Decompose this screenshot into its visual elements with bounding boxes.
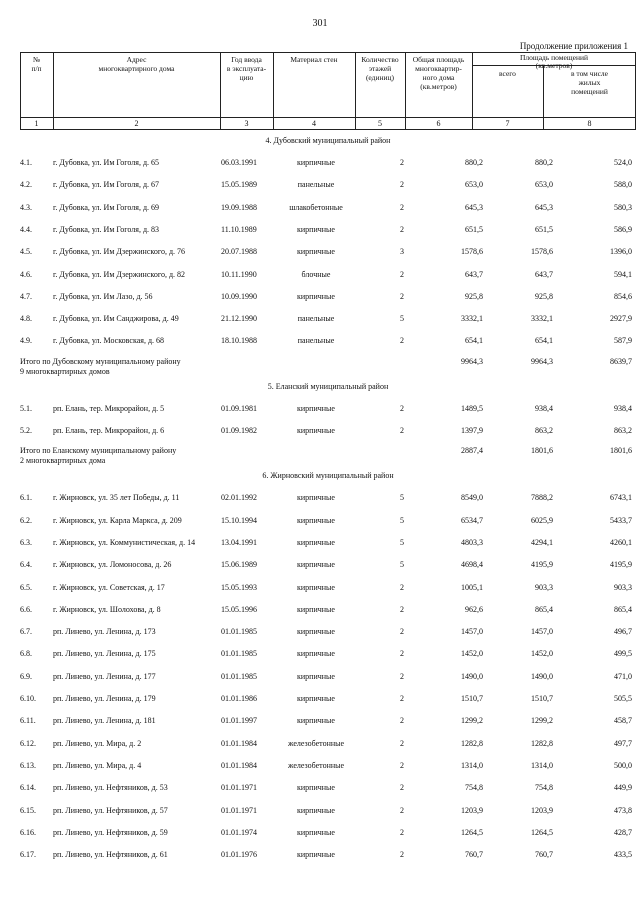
header-area: Общая площадь многоквартир- ного дома (кв.метров) — [412, 55, 465, 91]
row-wall-material: кирпичные — [297, 582, 335, 592]
row-number: 6.15. — [20, 805, 36, 815]
table-row — [20, 270, 636, 282]
row-premises-area: 1490,0 — [531, 671, 553, 681]
row-floors: 2 — [400, 582, 404, 592]
row-floors: 2 — [400, 627, 404, 637]
row-floors: 2 — [400, 671, 404, 681]
header-address: Адрес многоквартирного дома — [98, 55, 175, 73]
row-premises-area: 653,0 — [535, 180, 553, 190]
row-premises-area: 1457,0 — [531, 627, 553, 637]
row-wall-material: кирпичные — [297, 224, 335, 234]
row-address: г. Жирновск, ул. 35 лет Победы, д. 11 — [53, 493, 180, 503]
row-number: 6.2. — [20, 515, 32, 525]
row-total-area: 1005,1 — [461, 582, 483, 592]
row-premises-area: 863,2 — [535, 426, 553, 435]
row-address: г. Дубовка, ул. Им Гоголя, д. 67 — [53, 180, 160, 190]
row-number: 6.13. — [20, 760, 36, 770]
row-year: 01.01.1985 — [221, 627, 257, 637]
total-value: 2887,4 — [461, 446, 483, 456]
row-total-area: 643,7 — [465, 269, 483, 279]
row-number: 6.7. — [20, 627, 32, 637]
row-number: 4.6. — [20, 269, 32, 279]
row-wall-material: блочные — [301, 269, 331, 279]
row-wall-material: железобетонные — [287, 738, 345, 748]
table-row — [20, 672, 636, 684]
row-total-area: 1397,9 — [461, 426, 483, 435]
table-row — [20, 783, 636, 795]
header-floors: Количество этажей (единиц) — [361, 55, 399, 82]
row-wall-material: панельные — [297, 314, 335, 324]
row-total-area: 1314,0 — [461, 760, 483, 770]
row-wall-material: кирпичные — [297, 493, 335, 503]
row-year: 20.07.1988 — [221, 247, 257, 257]
row-address: рп. Елань, тер. Микрорайон, д. 5 — [53, 403, 165, 413]
total-value: 8639,7 — [610, 356, 632, 366]
row-address: г. Дубовка, ул. Им Гоголя, д. 69 — [53, 202, 160, 212]
row-number: 6.17. — [20, 850, 36, 860]
row-number: 6.1. — [20, 493, 32, 503]
row-number: 4.7. — [20, 291, 32, 301]
row-floors: 2 — [400, 403, 404, 413]
total-label — [20, 357, 181, 377]
section-title: 4. Дубовский муниципальный район — [265, 136, 391, 145]
row-wall-material: железобетонные — [287, 760, 345, 770]
row-year: 15.05.1993 — [221, 582, 257, 592]
row-address: г. Дубовка, ул. Им Лазо, д. 56 — [53, 291, 153, 301]
table-row — [20, 247, 636, 259]
row-year: 01.01.1986 — [221, 694, 257, 703]
row-number: 5.1. — [20, 403, 32, 413]
row-total-area: 3332,1 — [461, 314, 483, 324]
row-number: 4.9. — [20, 336, 32, 346]
row-premises-area: 1578,6 — [531, 247, 553, 257]
row-wall-material: кирпичные — [297, 716, 335, 726]
row-address: рп. Линево, ул. Ленина, д. 181 — [53, 716, 156, 726]
row-premises-area: 6025,9 — [531, 515, 553, 525]
row-address: г. Жирновск, ул. Ломоносова, д. 26 — [53, 560, 172, 570]
header-year: Год ввода в эксплуата- цию — [226, 55, 267, 82]
row-floors: 2 — [400, 827, 404, 837]
row-address: рп. Елань, тер. Микрорайон, д. 6 — [53, 426, 165, 435]
row-premises-area: 925,8 — [535, 291, 553, 301]
row-living-area: 500,0 — [614, 760, 632, 770]
row-address: рп. Линево, ул. Мира, д. 4 — [53, 760, 142, 770]
row-premises-area: 1203,9 — [531, 805, 553, 815]
section-total — [20, 446, 636, 468]
row-year: 01.01.1984 — [221, 738, 257, 748]
row-premises-area: 903,3 — [535, 582, 553, 592]
row-total-area: 1452,0 — [461, 649, 483, 659]
table-row — [20, 583, 636, 595]
row-year: 15.10.1994 — [221, 515, 257, 525]
row-year: 01.01.1974 — [221, 827, 257, 837]
row-address: рп. Линево, ул. Мира, д. 2 — [53, 738, 142, 748]
row-living-area: 863,2 — [614, 426, 632, 435]
row-number: 6.11. — [20, 716, 36, 726]
row-floors: 2 — [400, 426, 404, 435]
row-number: 5.2. — [20, 426, 32, 435]
row-premises-area: 651,5 — [535, 224, 553, 234]
row-wall-material: кирпичные — [297, 649, 335, 659]
table-row — [20, 828, 636, 840]
row-living-area: 854,6 — [614, 291, 632, 301]
row-wall-material: кирпичные — [297, 247, 335, 257]
row-total-area: 925,8 — [465, 291, 483, 301]
row-living-area: 4195,9 — [610, 560, 632, 570]
row-premises-area: 654,1 — [535, 336, 553, 346]
row-living-area: 1396,0 — [610, 247, 632, 257]
row-floors: 5 — [400, 493, 404, 503]
row-total-area: 1490,0 — [461, 671, 483, 681]
row-number: 4.2. — [20, 180, 32, 190]
row-living-area: 433,5 — [614, 850, 632, 860]
column-number: 3 — [244, 119, 249, 128]
table-row — [20, 292, 636, 304]
row-number: 4.1. — [20, 158, 32, 167]
row-living-area: 471,0 — [614, 671, 632, 681]
column-number: 7 — [505, 119, 510, 128]
row-premises-area: 1510,7 — [531, 694, 553, 703]
row-wall-material: кирпичные — [297, 694, 335, 703]
row-floors: 2 — [400, 291, 404, 301]
row-floors: 2 — [400, 180, 404, 190]
row-premises-area: 1282,8 — [531, 738, 553, 748]
row-premises-area: 938,4 — [535, 403, 553, 413]
table-row — [20, 180, 636, 192]
row-floors: 5 — [400, 515, 404, 525]
total-label-line: 2 многоквартирных дома — [20, 456, 106, 466]
row-year: 01.09.1981 — [221, 403, 257, 413]
row-premises-area: 1314,0 — [531, 760, 553, 770]
total-value: 9964,3 — [531, 356, 553, 366]
row-year: 15.05.1989 — [221, 180, 257, 190]
column-number: 2 — [134, 119, 139, 128]
row-address: рп. Линево, ул. Ленина, д. 173 — [53, 627, 156, 637]
header-living: в том числе жилых помещений — [570, 69, 608, 96]
row-wall-material: кирпичные — [297, 426, 335, 435]
row-wall-material: кирпичные — [297, 604, 335, 614]
table-body — [20, 132, 636, 902]
row-year: 01.01.1997 — [221, 716, 257, 726]
row-premises-area: 7888,2 — [531, 493, 553, 503]
row-year: 01.01.1976 — [221, 850, 257, 860]
table-row — [20, 605, 636, 617]
row-total-area: 962,6 — [465, 604, 483, 614]
row-living-area: 588,0 — [614, 180, 632, 190]
table-row — [20, 850, 636, 862]
row-total-area: 653,0 — [465, 180, 483, 190]
row-living-area: 458,7 — [614, 716, 632, 726]
row-total-area: 8549,0 — [461, 493, 483, 503]
row-wall-material: кирпичные — [297, 805, 335, 815]
table-row — [20, 627, 636, 639]
row-total-area: 1578,6 — [461, 247, 483, 257]
row-address: г. Жирновск, ул. Коммунистическая, д. 14 — [53, 537, 196, 547]
row-wall-material: кирпичные — [297, 158, 335, 167]
row-living-area: 496,7 — [614, 627, 632, 637]
table-row — [20, 404, 636, 416]
row-living-area: 587,9 — [614, 336, 632, 346]
row-address: г. Дубовка, ул. Им Санджирова, д. 49 — [53, 314, 179, 324]
row-year: 01.01.1985 — [221, 671, 257, 681]
row-address: рп. Линево, ул. Ленина, д. 175 — [53, 649, 156, 659]
table-row — [20, 560, 636, 572]
table-row — [20, 516, 636, 528]
row-year: 15.05.1996 — [221, 604, 257, 614]
row-year: 01.09.1982 — [221, 426, 257, 435]
row-total-area: 654,1 — [465, 336, 483, 346]
row-living-area: 6743,1 — [610, 493, 632, 503]
row-total-area: 1203,9 — [461, 805, 483, 815]
row-floors: 2 — [400, 202, 404, 212]
row-address: г. Жирновск, ул. Шолохова, д. 8 — [53, 604, 161, 614]
total-label-line: Итого по Еланскому муниципальному району — [20, 446, 177, 456]
row-total-area: 1457,0 — [461, 627, 483, 637]
table-row — [20, 225, 636, 237]
row-living-area: 497,7 — [614, 738, 632, 748]
row-year: 21.12.1990 — [221, 314, 257, 324]
row-number: 6.3. — [20, 537, 32, 547]
row-address: г. Дубовка, ул. Им Дзержинского, д. 82 — [53, 269, 186, 279]
row-total-area: 1282,8 — [461, 738, 483, 748]
row-wall-material: кирпичные — [297, 783, 335, 793]
row-total-area: 880,2 — [465, 158, 483, 167]
row-wall-material: панельные — [297, 336, 335, 346]
column-number: 5 — [378, 119, 382, 128]
row-wall-material: кирпичные — [297, 560, 335, 570]
row-year: 01.01.1985 — [221, 649, 257, 659]
row-address: г. Жирновск, ул. Советская, д. 17 — [53, 582, 165, 592]
row-number: 6.5. — [20, 582, 32, 592]
row-living-area: 903,3 — [614, 582, 632, 592]
column-number: 8 — [587, 119, 592, 128]
table-row — [20, 158, 636, 170]
row-number: 6.12. — [20, 738, 36, 748]
row-wall-material: кирпичные — [297, 403, 335, 413]
table-row — [20, 694, 636, 706]
row-living-area: 594,1 — [614, 269, 632, 279]
row-total-area: 4698,4 — [461, 560, 483, 570]
section-total — [20, 357, 636, 379]
header-premises-total: всего — [499, 69, 516, 78]
row-year: 02.01.1992 — [221, 493, 257, 503]
row-year: 01.01.1971 — [221, 783, 257, 793]
row-premises-area: 1299,2 — [531, 716, 553, 726]
header-premises: Площадь помещений (кв.метров) — [520, 53, 588, 70]
row-address: рп. Линево, ул. Ленина, д. 177 — [53, 671, 156, 681]
row-floors: 2 — [400, 738, 404, 748]
row-living-area: 473,8 — [614, 805, 632, 815]
table-row — [20, 314, 636, 326]
row-number: 6.10. — [20, 694, 36, 703]
row-address: г. Жирновск, ул. Карла Маркса, д. 209 — [53, 515, 182, 525]
row-premises-area: 754,8 — [535, 783, 553, 793]
row-premises-area: 3332,1 — [531, 314, 553, 324]
row-floors: 5 — [400, 537, 404, 547]
row-address: г. Дубовка, ул. Московская, д. 68 — [53, 336, 165, 346]
row-wall-material: кирпичные — [297, 537, 335, 547]
row-total-area: 1264,5 — [461, 827, 483, 837]
row-address: г. Дубовка, ул. Им Гоголя, д. 83 — [53, 224, 160, 234]
row-wall-material: кирпичные — [297, 850, 335, 860]
row-year: 19.09.1988 — [221, 202, 257, 212]
total-label-line: 9 многоквартирных домов — [20, 366, 110, 376]
row-year: 01.01.1984 — [221, 760, 257, 770]
table-row — [20, 203, 636, 215]
row-floors: 2 — [400, 850, 404, 860]
row-address: рп. Линево, ул. Нефтяников, д. 61 — [53, 850, 168, 860]
row-total-area: 645,3 — [465, 202, 483, 212]
row-number: 6.9. — [20, 671, 32, 681]
row-living-area: 499,5 — [614, 649, 632, 659]
total-label-line: Итого по Дубовскому муниципальному району — [20, 356, 181, 366]
row-number: 4.3. — [20, 202, 32, 212]
row-floors: 2 — [400, 604, 404, 614]
row-year: 10.11.1990 — [221, 269, 257, 279]
row-wall-material: панельные — [297, 180, 335, 190]
row-floors: 2 — [400, 158, 404, 167]
row-floors: 3 — [400, 247, 404, 257]
row-living-area: 5433,7 — [610, 515, 632, 525]
row-address: рп. Линево, ул. Нефтяников, д. 57 — [53, 805, 168, 815]
total-label — [20, 446, 176, 466]
row-premises-area: 1264,5 — [531, 827, 553, 837]
continuation-note: Продолжение приложения 1 — [519, 41, 628, 51]
row-number: 6.16. — [20, 827, 36, 837]
row-floors: 2 — [400, 783, 404, 793]
row-wall-material: кирпичные — [297, 827, 335, 837]
section-title: 5. Еланский муниципальный район — [267, 381, 389, 391]
row-total-area: 1489,5 — [461, 403, 483, 413]
column-number: 4 — [312, 119, 316, 128]
row-floors: 2 — [400, 760, 404, 770]
row-floors: 5 — [400, 560, 404, 570]
row-floors: 2 — [400, 716, 404, 726]
column-number: 1 — [34, 119, 39, 128]
row-number: 4.8. — [20, 314, 32, 324]
row-floors: 2 — [400, 649, 404, 659]
row-premises-area: 645,3 — [535, 202, 553, 212]
row-number: 6.4. — [20, 560, 32, 570]
page-number: 301 — [312, 18, 328, 29]
row-premises-area: 4294,1 — [531, 537, 553, 547]
table-row — [20, 761, 636, 773]
row-year: 10.09.1990 — [221, 291, 257, 301]
row-floors: 2 — [400, 336, 404, 346]
row-floors: 2 — [400, 269, 404, 279]
row-wall-material: шлакобетонные — [289, 202, 343, 212]
row-living-area: 580,3 — [614, 202, 632, 212]
row-total-area: 1510,7 — [461, 694, 483, 703]
table-header — [20, 52, 636, 132]
row-living-area: 524,0 — [614, 158, 632, 167]
row-number: 6.6. — [20, 604, 32, 614]
row-wall-material: кирпичные — [297, 671, 335, 681]
row-wall-material: кирпичные — [297, 291, 335, 301]
row-number: 4.4. — [20, 224, 32, 234]
total-value: 1801,6 — [610, 446, 632, 456]
row-year: 06.03.1991 — [221, 158, 257, 167]
row-year: 15.06.1989 — [221, 560, 257, 570]
row-living-area: 505,5 — [614, 694, 632, 703]
row-wall-material: кирпичные — [297, 515, 335, 525]
row-total-area: 1299,2 — [461, 716, 483, 726]
table-row — [20, 336, 636, 348]
row-premises-area: 880,2 — [535, 158, 553, 167]
row-total-area: 754,8 — [465, 783, 483, 793]
header-number: № п/п — [31, 55, 42, 73]
row-total-area: 6534,7 — [461, 515, 483, 525]
table-row — [20, 426, 636, 438]
row-living-area: 865,4 — [614, 604, 632, 614]
row-total-area: 4803,3 — [461, 537, 483, 547]
row-address: г. Дубовка, ул. Им Гоголя, д. 65 — [53, 158, 160, 167]
row-living-area: 4260,1 — [610, 537, 632, 547]
row-floors: 5 — [400, 314, 404, 324]
row-total-area: 760,7 — [465, 850, 483, 860]
row-living-area: 428,7 — [614, 827, 632, 837]
row-premises-area: 643,7 — [535, 269, 553, 279]
table-row — [20, 739, 636, 751]
row-year: 01.01.1971 — [221, 805, 257, 815]
row-number: 6.8. — [20, 649, 32, 659]
table-row — [20, 649, 636, 661]
row-floors: 2 — [400, 805, 404, 815]
table-row — [20, 806, 636, 818]
row-premises-area: 760,7 — [535, 850, 553, 860]
row-year: 18.10.1988 — [221, 336, 257, 346]
header-walls: Материал стен — [290, 55, 338, 64]
table-row — [20, 493, 636, 505]
row-total-area: 651,5 — [465, 224, 483, 234]
row-premises-area: 1452,0 — [531, 649, 553, 659]
row-number: 6.14. — [20, 783, 36, 793]
column-number: 6 — [436, 119, 441, 128]
row-living-area: 449,9 — [614, 783, 632, 793]
row-premises-area: 865,4 — [535, 604, 553, 614]
row-address: рп. Линево, ул. Ленина, д. 179 — [53, 694, 156, 703]
row-year: 11.10.1989 — [221, 224, 257, 234]
row-floors: 2 — [400, 224, 404, 234]
row-address: рп. Линево, ул. Нефтяников, д. 59 — [53, 827, 168, 837]
row-address: рп. Линево, ул. Нефтяников, д. 53 — [53, 783, 168, 793]
row-wall-material: кирпичные — [297, 627, 335, 637]
row-address: г. Дубовка, ул. Им Дзержинского, д. 76 — [53, 247, 186, 257]
row-premises-area: 4195,9 — [531, 560, 553, 570]
row-living-area: 586,9 — [614, 224, 632, 234]
section-title: 6. Жирновский муниципальный район — [262, 471, 394, 481]
row-year: 13.04.1991 — [221, 537, 257, 547]
row-floors: 2 — [400, 694, 404, 703]
total-value: 9964,3 — [461, 356, 483, 366]
table-row — [20, 716, 636, 728]
row-living-area: 2927,9 — [610, 314, 632, 324]
total-value: 1801,6 — [531, 446, 553, 456]
row-number: 4.5. — [20, 247, 32, 257]
table-row — [20, 538, 636, 550]
row-living-area: 938,4 — [614, 403, 632, 413]
